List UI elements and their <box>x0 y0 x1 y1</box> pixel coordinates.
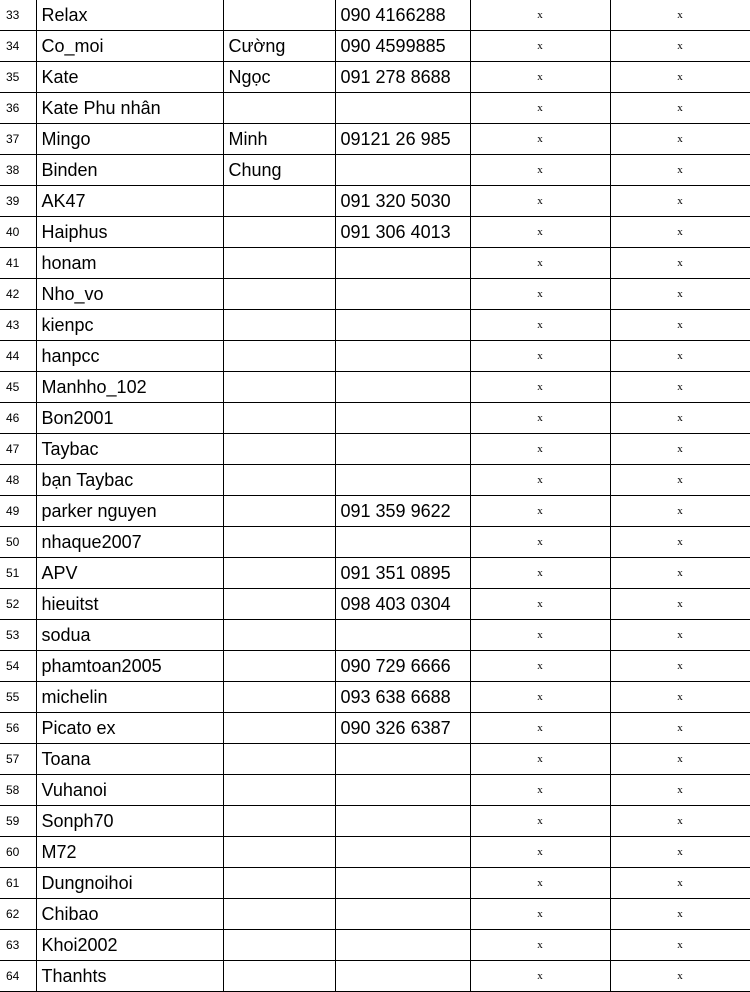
member-phone: 091 359 9622 <box>335 496 470 527</box>
check-mark-col-2: x <box>610 31 750 62</box>
table-row <box>0 868 750 899</box>
table-row <box>0 0 750 31</box>
member-phone <box>335 868 470 899</box>
member-nickname: Sonph70 <box>36 806 223 837</box>
member-real-name: Minh <box>223 124 335 155</box>
check-mark-col-2: x <box>610 682 750 713</box>
member-phone: 090 4599885 <box>335 31 470 62</box>
check-mark-col-2: x <box>610 279 750 310</box>
check-mark-col-1: x <box>470 899 610 930</box>
table-row <box>0 434 750 465</box>
member-nickname: Thanhts <box>36 961 223 992</box>
member-real-name <box>223 372 335 403</box>
member-phone <box>335 310 470 341</box>
check-mark-col-1: x <box>470 279 610 310</box>
member-real-name <box>223 744 335 775</box>
table-row <box>0 899 750 930</box>
member-phone <box>335 961 470 992</box>
member-real-name <box>223 496 335 527</box>
check-mark-col-1: x <box>470 341 610 372</box>
member-phone <box>335 837 470 868</box>
table-row <box>0 248 750 279</box>
row-number: 54 <box>0 651 36 682</box>
member-real-name <box>223 713 335 744</box>
member-real-name <box>223 961 335 992</box>
check-mark-col-1: x <box>470 558 610 589</box>
member-nickname: Taybac <box>36 434 223 465</box>
check-mark-col-1: x <box>470 403 610 434</box>
table-row <box>0 465 750 496</box>
check-mark-col-1: x <box>470 961 610 992</box>
member-nickname: bạn Taybac <box>36 465 223 496</box>
table-row <box>0 651 750 682</box>
member-real-name <box>223 310 335 341</box>
member-nickname: Relax <box>36 0 223 31</box>
member-nickname: honam <box>36 248 223 279</box>
member-phone <box>335 434 470 465</box>
check-mark-col-1: x <box>470 837 610 868</box>
row-number: 44 <box>0 341 36 372</box>
member-nickname: Kate Phu nhân <box>36 93 223 124</box>
check-mark-col-2: x <box>610 589 750 620</box>
table-row <box>0 186 750 217</box>
member-real-name <box>223 837 335 868</box>
check-mark-col-1: x <box>470 434 610 465</box>
row-number: 52 <box>0 589 36 620</box>
check-mark-col-2: x <box>610 837 750 868</box>
member-real-name <box>223 930 335 961</box>
member-nickname: nhaque2007 <box>36 527 223 558</box>
table-row <box>0 713 750 744</box>
member-nickname: kienpc <box>36 310 223 341</box>
member-phone <box>335 775 470 806</box>
member-real-name: Chung <box>223 155 335 186</box>
member-nickname: Vuhanoi <box>36 775 223 806</box>
table-row <box>0 589 750 620</box>
check-mark-col-1: x <box>470 372 610 403</box>
row-number: 34 <box>0 31 36 62</box>
row-number: 57 <box>0 744 36 775</box>
check-mark-col-1: x <box>470 775 610 806</box>
check-mark-col-1: x <box>470 31 610 62</box>
table-row <box>0 279 750 310</box>
check-mark-col-2: x <box>610 930 750 961</box>
check-mark-col-2: x <box>610 372 750 403</box>
member-real-name <box>223 620 335 651</box>
check-mark-col-2: x <box>610 744 750 775</box>
member-real-name <box>223 93 335 124</box>
check-mark-col-1: x <box>470 713 610 744</box>
member-phone <box>335 527 470 558</box>
member-nickname: APV <box>36 558 223 589</box>
check-mark-col-2: x <box>610 496 750 527</box>
table-row <box>0 930 750 961</box>
member-nickname: Chibao <box>36 899 223 930</box>
member-real-name <box>223 341 335 372</box>
member-real-name <box>223 806 335 837</box>
member-real-name <box>223 527 335 558</box>
table-row <box>0 341 750 372</box>
row-number: 58 <box>0 775 36 806</box>
member-phone <box>335 899 470 930</box>
check-mark-col-1: x <box>470 744 610 775</box>
check-mark-col-2: x <box>610 217 750 248</box>
check-mark-col-2: x <box>610 124 750 155</box>
row-number: 62 <box>0 899 36 930</box>
member-nickname: Kate <box>36 62 223 93</box>
member-phone <box>335 744 470 775</box>
row-number: 46 <box>0 403 36 434</box>
member-nickname: Toana <box>36 744 223 775</box>
check-mark-col-1: x <box>470 620 610 651</box>
row-number: 38 <box>0 155 36 186</box>
table-row <box>0 310 750 341</box>
check-mark-col-1: x <box>470 806 610 837</box>
row-number: 35 <box>0 62 36 93</box>
member-nickname: sodua <box>36 620 223 651</box>
table-row <box>0 217 750 248</box>
row-number: 51 <box>0 558 36 589</box>
member-real-name: Cường <box>223 31 335 62</box>
table-row <box>0 775 750 806</box>
check-mark-col-1: x <box>470 217 610 248</box>
member-nickname: michelin <box>36 682 223 713</box>
row-number: 55 <box>0 682 36 713</box>
check-mark-col-1: x <box>470 682 610 713</box>
row-number: 36 <box>0 93 36 124</box>
check-mark-col-1: x <box>470 868 610 899</box>
member-real-name <box>223 589 335 620</box>
check-mark-col-1: x <box>470 589 610 620</box>
check-mark-col-2: x <box>610 62 750 93</box>
check-mark-col-1: x <box>470 496 610 527</box>
member-real-name <box>223 186 335 217</box>
member-phone <box>335 372 470 403</box>
check-mark-col-2: x <box>610 310 750 341</box>
row-number: 63 <box>0 930 36 961</box>
row-number: 42 <box>0 279 36 310</box>
row-number: 43 <box>0 310 36 341</box>
table-row <box>0 527 750 558</box>
check-mark-col-2: x <box>610 155 750 186</box>
check-mark-col-2: x <box>610 713 750 744</box>
table-row <box>0 93 750 124</box>
member-nickname: Binden <box>36 155 223 186</box>
check-mark-col-2: x <box>610 248 750 279</box>
check-mark-col-1: x <box>470 124 610 155</box>
row-number: 33 <box>0 0 36 31</box>
table-row <box>0 62 750 93</box>
check-mark-col-2: x <box>610 961 750 992</box>
member-real-name <box>223 682 335 713</box>
member-nickname: Mingo <box>36 124 223 155</box>
row-number: 45 <box>0 372 36 403</box>
member-nickname: Haiphus <box>36 217 223 248</box>
table-row <box>0 31 750 62</box>
table-row <box>0 744 750 775</box>
check-mark-col-1: x <box>470 186 610 217</box>
row-number: 40 <box>0 217 36 248</box>
member-phone: 091 351 0895 <box>335 558 470 589</box>
row-number: 60 <box>0 837 36 868</box>
check-mark-col-2: x <box>610 341 750 372</box>
member-real-name <box>223 899 335 930</box>
check-mark-col-1: x <box>470 527 610 558</box>
member-phone <box>335 465 470 496</box>
member-nickname: Khoi2002 <box>36 930 223 961</box>
table-row <box>0 403 750 434</box>
member-phone <box>335 155 470 186</box>
member-real-name <box>223 248 335 279</box>
member-phone <box>335 403 470 434</box>
member-nickname: Nho_vo <box>36 279 223 310</box>
row-number: 47 <box>0 434 36 465</box>
row-number: 39 <box>0 186 36 217</box>
table-row <box>0 806 750 837</box>
check-mark-col-2: x <box>610 868 750 899</box>
member-nickname: Co_moi <box>36 31 223 62</box>
member-real-name <box>223 868 335 899</box>
table-row <box>0 961 750 992</box>
member-nickname: Manhho_102 <box>36 372 223 403</box>
member-nickname: parker nguyen <box>36 496 223 527</box>
row-number: 49 <box>0 496 36 527</box>
check-mark-col-1: x <box>470 155 610 186</box>
table-row <box>0 496 750 527</box>
check-mark-col-1: x <box>470 93 610 124</box>
table-row <box>0 620 750 651</box>
member-phone: 098 403 0304 <box>335 589 470 620</box>
check-mark-col-2: x <box>610 651 750 682</box>
member-nickname: Dungnoihoi <box>36 868 223 899</box>
check-mark-col-2: x <box>610 434 750 465</box>
member-phone <box>335 806 470 837</box>
member-real-name <box>223 0 335 31</box>
table-row <box>0 124 750 155</box>
member-phone: 091 306 4013 <box>335 217 470 248</box>
table-row <box>0 372 750 403</box>
member-phone <box>335 93 470 124</box>
member-nickname: hanpcc <box>36 341 223 372</box>
member-phone: 090 326 6387 <box>335 713 470 744</box>
row-number: 56 <box>0 713 36 744</box>
member-real-name: Ngọc <box>223 62 335 93</box>
member-phone <box>335 248 470 279</box>
member-phone <box>335 620 470 651</box>
member-nickname: M72 <box>36 837 223 868</box>
member-phone: 093 638 6688 <box>335 682 470 713</box>
check-mark-col-1: x <box>470 651 610 682</box>
table-row <box>0 558 750 589</box>
check-mark-col-1: x <box>470 62 610 93</box>
check-mark-col-2: x <box>610 403 750 434</box>
member-real-name <box>223 217 335 248</box>
check-mark-col-2: x <box>610 899 750 930</box>
row-number: 64 <box>0 961 36 992</box>
member-phone <box>335 279 470 310</box>
check-mark-col-2: x <box>610 775 750 806</box>
member-real-name <box>223 403 335 434</box>
member-nickname: phamtoan2005 <box>36 651 223 682</box>
member-real-name <box>223 775 335 806</box>
check-mark-col-2: x <box>610 806 750 837</box>
member-real-name <box>223 558 335 589</box>
member-nickname: Bon2001 <box>36 403 223 434</box>
member-phone: 09121 26 985 <box>335 124 470 155</box>
check-mark-col-2: x <box>610 186 750 217</box>
member-phone: 091 278 8688 <box>335 62 470 93</box>
check-mark-col-1: x <box>470 248 610 279</box>
row-number: 37 <box>0 124 36 155</box>
member-nickname: Picato ex <box>36 713 223 744</box>
row-number: 61 <box>0 868 36 899</box>
check-mark-col-2: x <box>610 0 750 31</box>
table-row <box>0 155 750 186</box>
member-real-name <box>223 434 335 465</box>
check-mark-col-2: x <box>610 465 750 496</box>
table-row <box>0 837 750 868</box>
check-mark-col-2: x <box>610 527 750 558</box>
member-real-name <box>223 279 335 310</box>
row-number: 41 <box>0 248 36 279</box>
member-phone <box>335 930 470 961</box>
member-nickname: AK47 <box>36 186 223 217</box>
row-number: 53 <box>0 620 36 651</box>
check-mark-col-2: x <box>610 620 750 651</box>
row-number: 50 <box>0 527 36 558</box>
check-mark-col-1: x <box>470 930 610 961</box>
check-mark-col-1: x <box>470 465 610 496</box>
check-mark-col-1: x <box>470 310 610 341</box>
check-mark-col-1: x <box>470 0 610 31</box>
member-phone: 090 4166288 <box>335 0 470 31</box>
check-mark-col-2: x <box>610 93 750 124</box>
member-nickname: hieuitst <box>36 589 223 620</box>
member-real-name <box>223 465 335 496</box>
check-mark-col-2: x <box>610 558 750 589</box>
member-phone: 090 729 6666 <box>335 651 470 682</box>
table-row <box>0 682 750 713</box>
member-phone: 091 320 5030 <box>335 186 470 217</box>
row-number: 59 <box>0 806 36 837</box>
member-phone <box>335 341 470 372</box>
row-number: 48 <box>0 465 36 496</box>
member-real-name <box>223 651 335 682</box>
